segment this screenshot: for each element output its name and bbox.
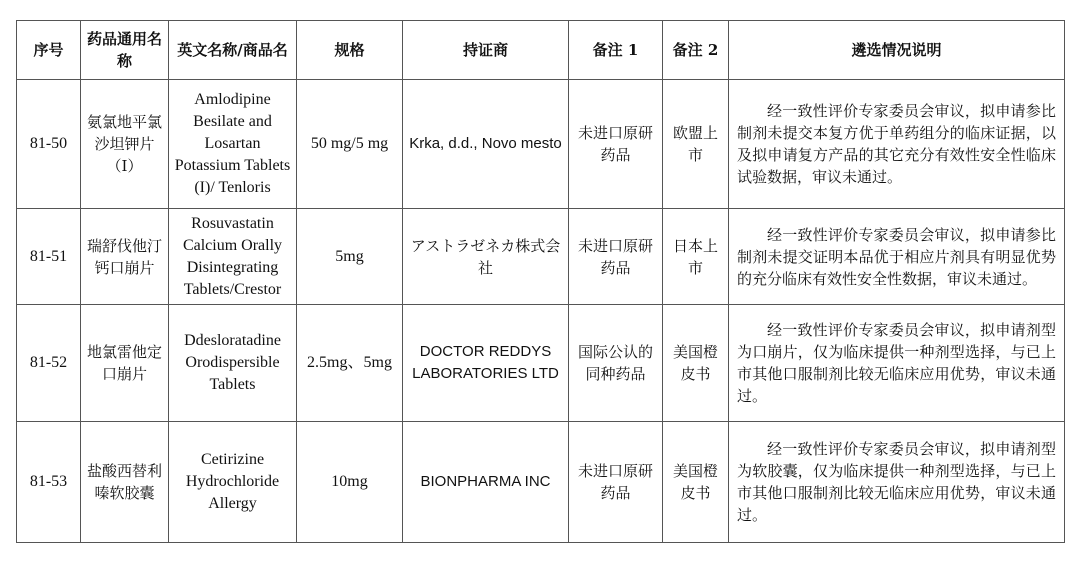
table-row (17, 305, 1065, 422)
header-note2: 备注 2 (663, 21, 729, 80)
cell-no: 81-50 (17, 80, 81, 209)
cell-generic-name: 地氯雷他定口崩片 (81, 305, 169, 422)
cell-note1: 未进口原研药品 (569, 209, 663, 305)
cell-description: 经一致性评价专家委员会审议，拟申请剂型为软胶囊，仅为临床提供一种剂型选择，与已上市其他口服制剂比较无临床应用优势，审议未通过。 (729, 422, 1065, 543)
cell-no: 81-52 (17, 305, 81, 422)
header-generic-name: 药品通用名称 (81, 21, 169, 80)
header-note1: 备注 1 (569, 21, 663, 80)
header-english-name: 英文名称/商品名 (169, 21, 297, 80)
header-description: 遴选情况说明 (729, 21, 1065, 80)
cell-generic-name: 瑞舒伐他汀钙口崩片 (81, 209, 169, 305)
cell-english-name: Ddesloratadine Orodispersible Tablets (169, 305, 297, 422)
cell-spec: 50 mg/5 mg (297, 80, 403, 209)
cell-spec: 2.5mg、5mg (297, 305, 403, 422)
drug-selection-table (16, 20, 1065, 543)
cell-note2: 美国橙皮书 (663, 422, 729, 543)
header-row (17, 21, 1065, 80)
header-holder: 持证商 (403, 21, 569, 80)
cell-note2: 日本上市 (663, 209, 729, 305)
cell-holder: BIONPHARMA INC (403, 422, 569, 543)
header-spec: 规格 (297, 21, 403, 80)
cell-note2: 欧盟上市 (663, 80, 729, 209)
cell-english-name: Rosuvastatin Calcium Orally Disintegrating Tablets/Crestor (169, 209, 297, 305)
header-no: 序号 (17, 21, 81, 80)
cell-description: 经一致性评价专家委员会审议，拟申请参比制剂未提交本复方优于单药组分的临床证据，以及拟申请复方产品的其它充分有效性安全性临床试验数据，审议未通过。 (729, 80, 1065, 209)
cell-english-name: Amlodipine Besilate and Losartan Potassium Tablets (I)/ Tenloris (169, 80, 297, 209)
cell-description: 经一致性评价专家委员会审议，拟申请剂型为口崩片，仅为临床提供一种剂型选择，与已上市其他口服制剂比较无临床应用优势，审议未通过。 (729, 305, 1065, 422)
table-row (17, 209, 1065, 305)
cell-note1: 未进口原研药品 (569, 80, 663, 209)
cell-spec: 10mg (297, 422, 403, 543)
table-row (17, 422, 1065, 543)
cell-description: 经一致性评价专家委员会审议，拟申请参比制剂未提交证明本品优于相应片剂具有明显优势的充分临床有效性安全性数据，审议未通过。 (729, 209, 1065, 305)
cell-english-name: Cetirizine Hydrochloride Allergy (169, 422, 297, 543)
cell-note1: 国际公认的同种药品 (569, 305, 663, 422)
cell-generic-name: 盐酸西替利嗪软胶囊 (81, 422, 169, 543)
cell-holder: Krka, d.d., Novo mesto (403, 80, 569, 209)
cell-no: 81-51 (17, 209, 81, 305)
cell-generic-name: 氨氯地平氯沙坦钾片（I） (81, 80, 169, 209)
cell-spec: 5mg (297, 209, 403, 305)
cell-note2: 美国橙皮书 (663, 305, 729, 422)
table-row (17, 80, 1065, 209)
cell-note1: 未进口原研药品 (569, 422, 663, 543)
cell-no: 81-53 (17, 422, 81, 543)
cell-holder: DOCTOR REDDYS LABORATORIES LTD (403, 305, 569, 422)
cell-holder: アストラゼネカ株式会社 (403, 209, 569, 305)
